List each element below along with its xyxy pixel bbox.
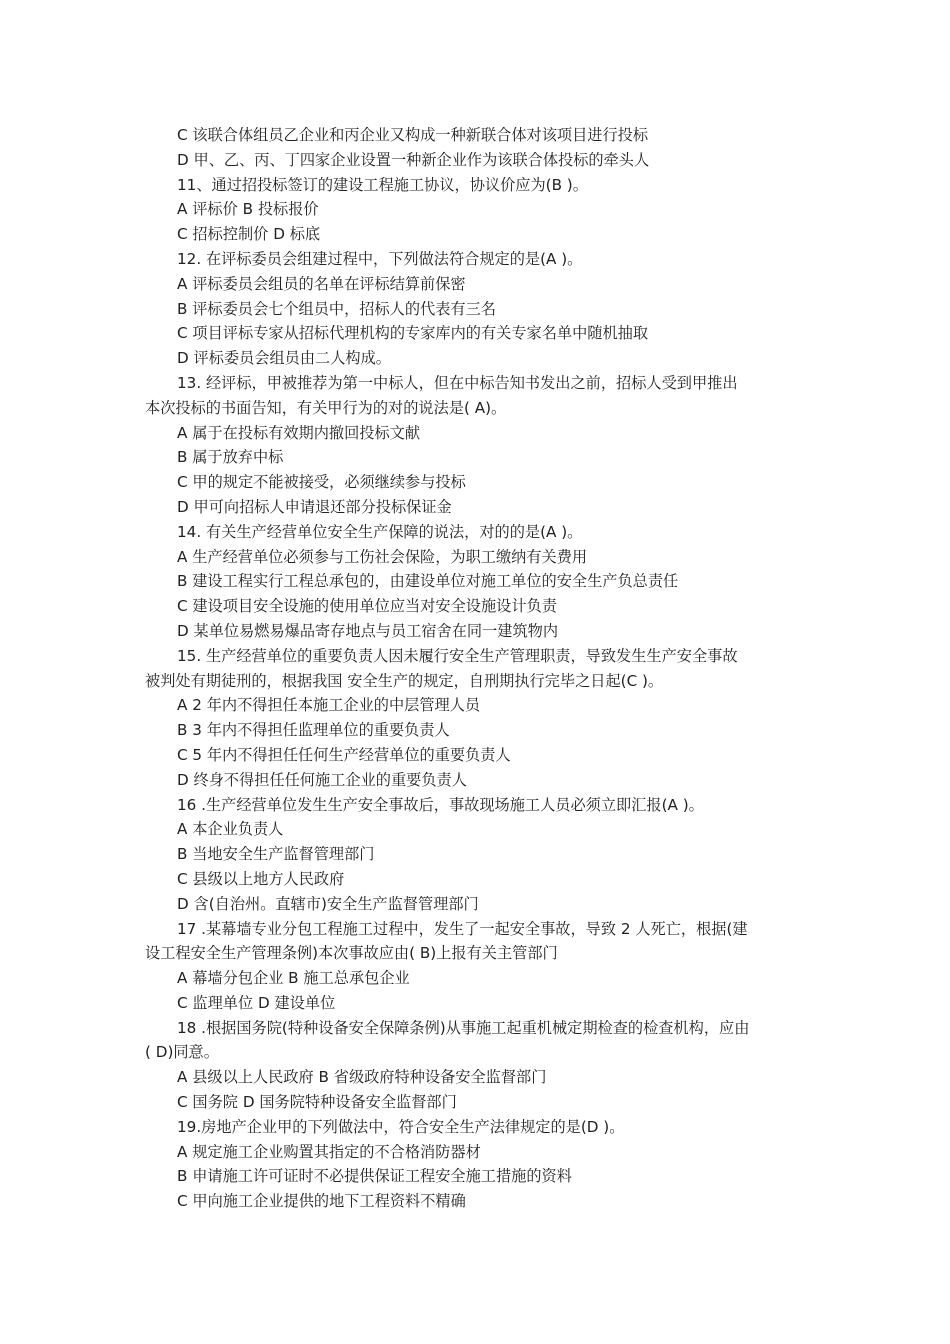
text-line: C 监理单位 D 建设单位 <box>177 993 336 1012</box>
text-line: 13. 经评标，甲被推荐为第一中标人，但在中标告知书发出之前，招标人受到甲推出 <box>177 373 738 392</box>
text-line: C 甲向施工企业提供的地下工程资料不精确 <box>177 1192 466 1211</box>
text-line: 15. 生产经营单位的重要负责人因未履行安全生产管理职责，导致发生生产安全事故 <box>177 646 738 665</box>
text-line: A 2 年内不得担任本施工企业的中层管理人员 <box>177 696 481 715</box>
text-line: B 建设工程实行工程总承包的，由建设单位对施工单位的安全生产负总责任 <box>177 572 679 591</box>
text-line: C 招标控制价 D 标底 <box>177 225 321 244</box>
text-line: C 该联合体组员乙企业和丙企业又构成一种新联合体对该项目进行投标 <box>177 126 649 144</box>
text-line: B 3 年内不得担任监理单位的重要负责人 <box>177 721 450 740</box>
text-line: C 甲的规定不能被接受，必须继续参与投标 <box>177 473 466 492</box>
text-line: 设工程安全生产管理条例)本次事故应由( B)上报有关主管部门 <box>145 944 558 963</box>
text-line: B 申请施工许可证时不必提供保证工程安全施工措施的资料 <box>177 1167 572 1186</box>
text-line: C 建设项目安全设施的使用单位应当对安全设施设计负责 <box>177 597 557 616</box>
text-line: 14. 有关生产经营单位安全生产保障的说法，对的的是(A )。 <box>177 522 583 541</box>
text-line: ( D)同意。 <box>145 1043 219 1062</box>
text-line: D 终身不得担任任何施工企业的重要负责人 <box>177 770 467 789</box>
text-line: A 属于在投标有效期内撤回投标文献 <box>177 423 421 442</box>
text-line: B 属于放弃中标 <box>177 448 284 467</box>
text-line: C 县级以上地方人民政府 <box>177 869 345 888</box>
text-line: D 评标委员会组员由二人构成。 <box>177 349 391 368</box>
text-line: B 评标委员会七个组员中，招标人的代表有三名 <box>177 299 496 318</box>
text-line: C 项目评标专家从招标代理机构的专家库内的有关专家名单中随机抽取 <box>177 324 649 343</box>
text-line: 17 .某幕墙专业分包工程施工过程中，发生了一起安全事故，导致 2 人死亡，根据(建 <box>177 919 748 938</box>
text-line: 本次投标的书面告知，有关甲行为的对的说法是( A)。 <box>145 398 507 417</box>
text-line: 11、通过招投标签订的建设工程施工协议，协议价应为(B )。 <box>177 175 588 194</box>
text-line: D 含(自治州。直辖市)安全生产监督管理部门 <box>177 894 479 913</box>
text-line: 18 .根据国务院(特种设备安全保障条例)从事施工起重机械定期检查的检查机构，应由 <box>177 1018 750 1037</box>
text-line: C 5 年内不得担任任何生产经营单位的重要负责人 <box>177 745 511 764</box>
text-line: C 国务院 D 国务院特种设备安全监督部门 <box>177 1093 457 1112</box>
text-line: A 本企业负责人 <box>177 820 284 839</box>
text-line: 19.房地产企业甲的下列做法中，符合安全生产法律规定的是(D )。 <box>177 1117 625 1136</box>
text-line: 被判处有期徒刑的，根据我国 安全生产的规定，自刑期执行完毕之日起(C )。 <box>145 671 664 690</box>
text-line: 12. 在评标委员会组建过程中，下列做法符合规定的是(A )。 <box>177 249 583 268</box>
text-line: D 某单位易燃易爆品寄存地点与员工宿舍在同一建筑物内 <box>177 621 559 640</box>
text-line: A 评标价 B 投标报价 <box>177 200 319 219</box>
text-line: D 甲、乙、丙、丁四家企业设置一种新企业作为该联合体投标的牵头人 <box>177 150 650 169</box>
text-line: 16 .生产经营单位发生生产安全事故后，事故现场施工人员必须立即汇报(A )。 <box>177 795 704 814</box>
text-line: A 幕墙分包企业 B 施工总承包企业 <box>177 969 410 988</box>
document-body <box>145 123 807 1214</box>
text-line: A 评标委员会组员的名单在评标结算前保密 <box>177 274 466 293</box>
text-line: A 生产经营单位必须参与工伤社会保险，为职工缴纳有关费用 <box>177 547 588 566</box>
text-line: B 当地安全生产监督管理部门 <box>177 845 375 864</box>
text-line: A 县级以上人民政府 B 省级政府特种设备安全监督部门 <box>177 1068 547 1087</box>
text-line: A 规定施工企业购置其指定的不合格消防器材 <box>177 1142 481 1161</box>
text-line: D 甲可向招标人申请退还部分投标保证金 <box>177 497 452 516</box>
